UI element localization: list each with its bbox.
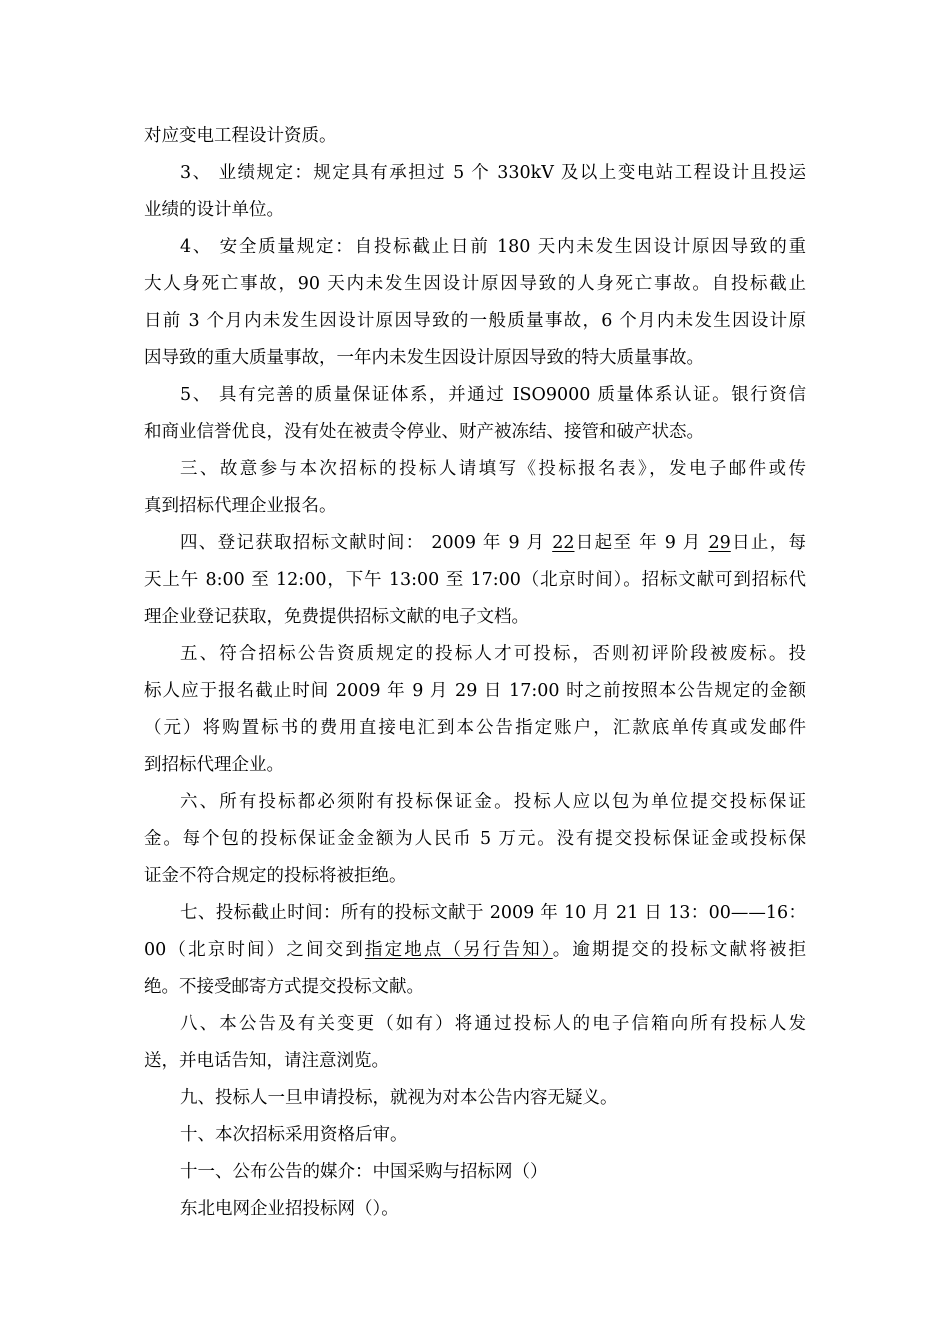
text-line: 十、本次招标采用资格后审。 bbox=[180, 1125, 408, 1145]
paragraph-section-11 bbox=[144, 1154, 806, 1191]
text-line: 天上午 8:00 至 12:00，下午 13:00 至 17:00（北京时间）。招标文献可到招标代 bbox=[144, 570, 806, 590]
text-line: 六、所有投标都必须附有投标保证金。投标人应以包为单位提交投标保证 bbox=[180, 792, 806, 812]
text-span: 日止，每 bbox=[730, 533, 806, 553]
text-line: 七、投标截止时间：所有的投标文献于 2009 年 10 月 21 日 13：00——16： bbox=[180, 903, 806, 923]
end-day-underlined: 29 bbox=[708, 533, 731, 553]
text-line: 金。每个包的投标保证金金额为人民币 5 万元。没有提交投标保证金或投标保 bbox=[144, 829, 806, 849]
text-span: 。逾期提交的投标文献将被拒 bbox=[552, 940, 806, 960]
document-body bbox=[144, 118, 806, 1228]
text-line: 和商业信誉优良，没有处在被责令停业、财产被冻结、接管和破产状态。 bbox=[144, 422, 704, 442]
paragraph-section-11-cont bbox=[144, 1191, 806, 1228]
text-line: 送，并电话告知，请注意浏览。 bbox=[144, 1051, 389, 1071]
text-line: 因导致的重大质量事故，一年内未发生因设计原因导致的特大质量事故。 bbox=[144, 348, 704, 368]
text-line: 标人应于报名截止时间 2009 年 9 月 29 日 17:00 时之前按照本公告规定的金额 bbox=[144, 681, 806, 701]
paragraph-4-safety bbox=[144, 229, 806, 377]
text-line: 八、本公告及有关变更（如有）将通过投标人的电子信箱向所有投标人发 bbox=[180, 1014, 806, 1034]
paragraph-5-quality-system bbox=[144, 377, 806, 451]
text-line: 3、 业绩规定：规定具有承担过 5 个 330kV 及以上变电站工程设计且投运 bbox=[180, 163, 806, 183]
text-line: 5、 具有完善的质量保证体系，并通过 ISO9000 质量体系认证。银行资信 bbox=[180, 385, 806, 405]
text-line: 九、投标人一旦申请投标，就视为对本公告内容无疑义。 bbox=[180, 1088, 618, 1108]
text-span: 日起至 年 9 月 bbox=[574, 533, 709, 553]
text-line: 真到招标代理企业报名。 bbox=[144, 496, 337, 516]
paragraph-section-4 bbox=[144, 525, 806, 636]
text-line: 三、故意参与本次招标的投标人请填写《投标报名表》，发电子邮件或传 bbox=[180, 459, 806, 479]
text-line: 证金不符合规定的投标将被拒绝。 bbox=[144, 866, 407, 886]
text-line: 到招标代理企业。 bbox=[144, 755, 284, 775]
text-line: 业绩的设计单位。 bbox=[144, 200, 284, 220]
paragraph-section-9 bbox=[144, 1080, 806, 1117]
paragraph-section-7 bbox=[144, 895, 806, 1006]
paragraph-section-10 bbox=[144, 1117, 806, 1154]
paragraph-3-performance bbox=[144, 155, 806, 229]
start-day-underlined: 22 bbox=[552, 533, 575, 553]
text-line: 日前 3 个月内未发生因设计原因导致的一般质量事故，6 个月内未发生因设计原 bbox=[144, 311, 806, 331]
text-line: 十一、公布公告的媒介：中国采购与招标网（） bbox=[180, 1162, 548, 1182]
text-line: 大人身死亡事故，90 天内未发生因设计原因导致的人身死亡事故。自投标截止 bbox=[144, 274, 806, 294]
paragraph-qualification-tail bbox=[144, 118, 806, 155]
text-line: 4、 安全质量规定：自投标截止日前 180 天内未发生因设计原因导致的重 bbox=[180, 237, 806, 257]
designated-location-underlined: 指定地点（另行告知） bbox=[364, 940, 553, 960]
paragraph-section-3 bbox=[144, 451, 806, 525]
text-span: 四、登记获取招标文献时间： 2009 年 9 月 bbox=[180, 533, 553, 553]
text-line-with-location bbox=[144, 932, 806, 969]
text-line: 东北电网企业招投标网（）。 bbox=[180, 1199, 399, 1219]
text-line: 对应变电工程设计资质。 bbox=[144, 126, 337, 146]
text-line: 理企业登记获取，免费提供招标文献的电子文档。 bbox=[144, 607, 529, 627]
paragraph-section-8 bbox=[144, 1006, 806, 1080]
text-line: 绝。不接受邮寄方式提交投标文献。 bbox=[144, 977, 424, 997]
paragraph-section-6 bbox=[144, 784, 806, 895]
text-span: 00（北京时间）之间交到 bbox=[144, 940, 365, 960]
text-line: （元）将购置标书的费用直接电汇到本公告指定账户，汇款底单传真或发邮件 bbox=[144, 718, 806, 738]
paragraph-section-5 bbox=[144, 636, 806, 784]
text-line-with-dates bbox=[144, 525, 806, 562]
text-line: 五、符合招标公告资质规定的投标人才可投标，否则初评阶段被废标。投 bbox=[180, 644, 806, 664]
